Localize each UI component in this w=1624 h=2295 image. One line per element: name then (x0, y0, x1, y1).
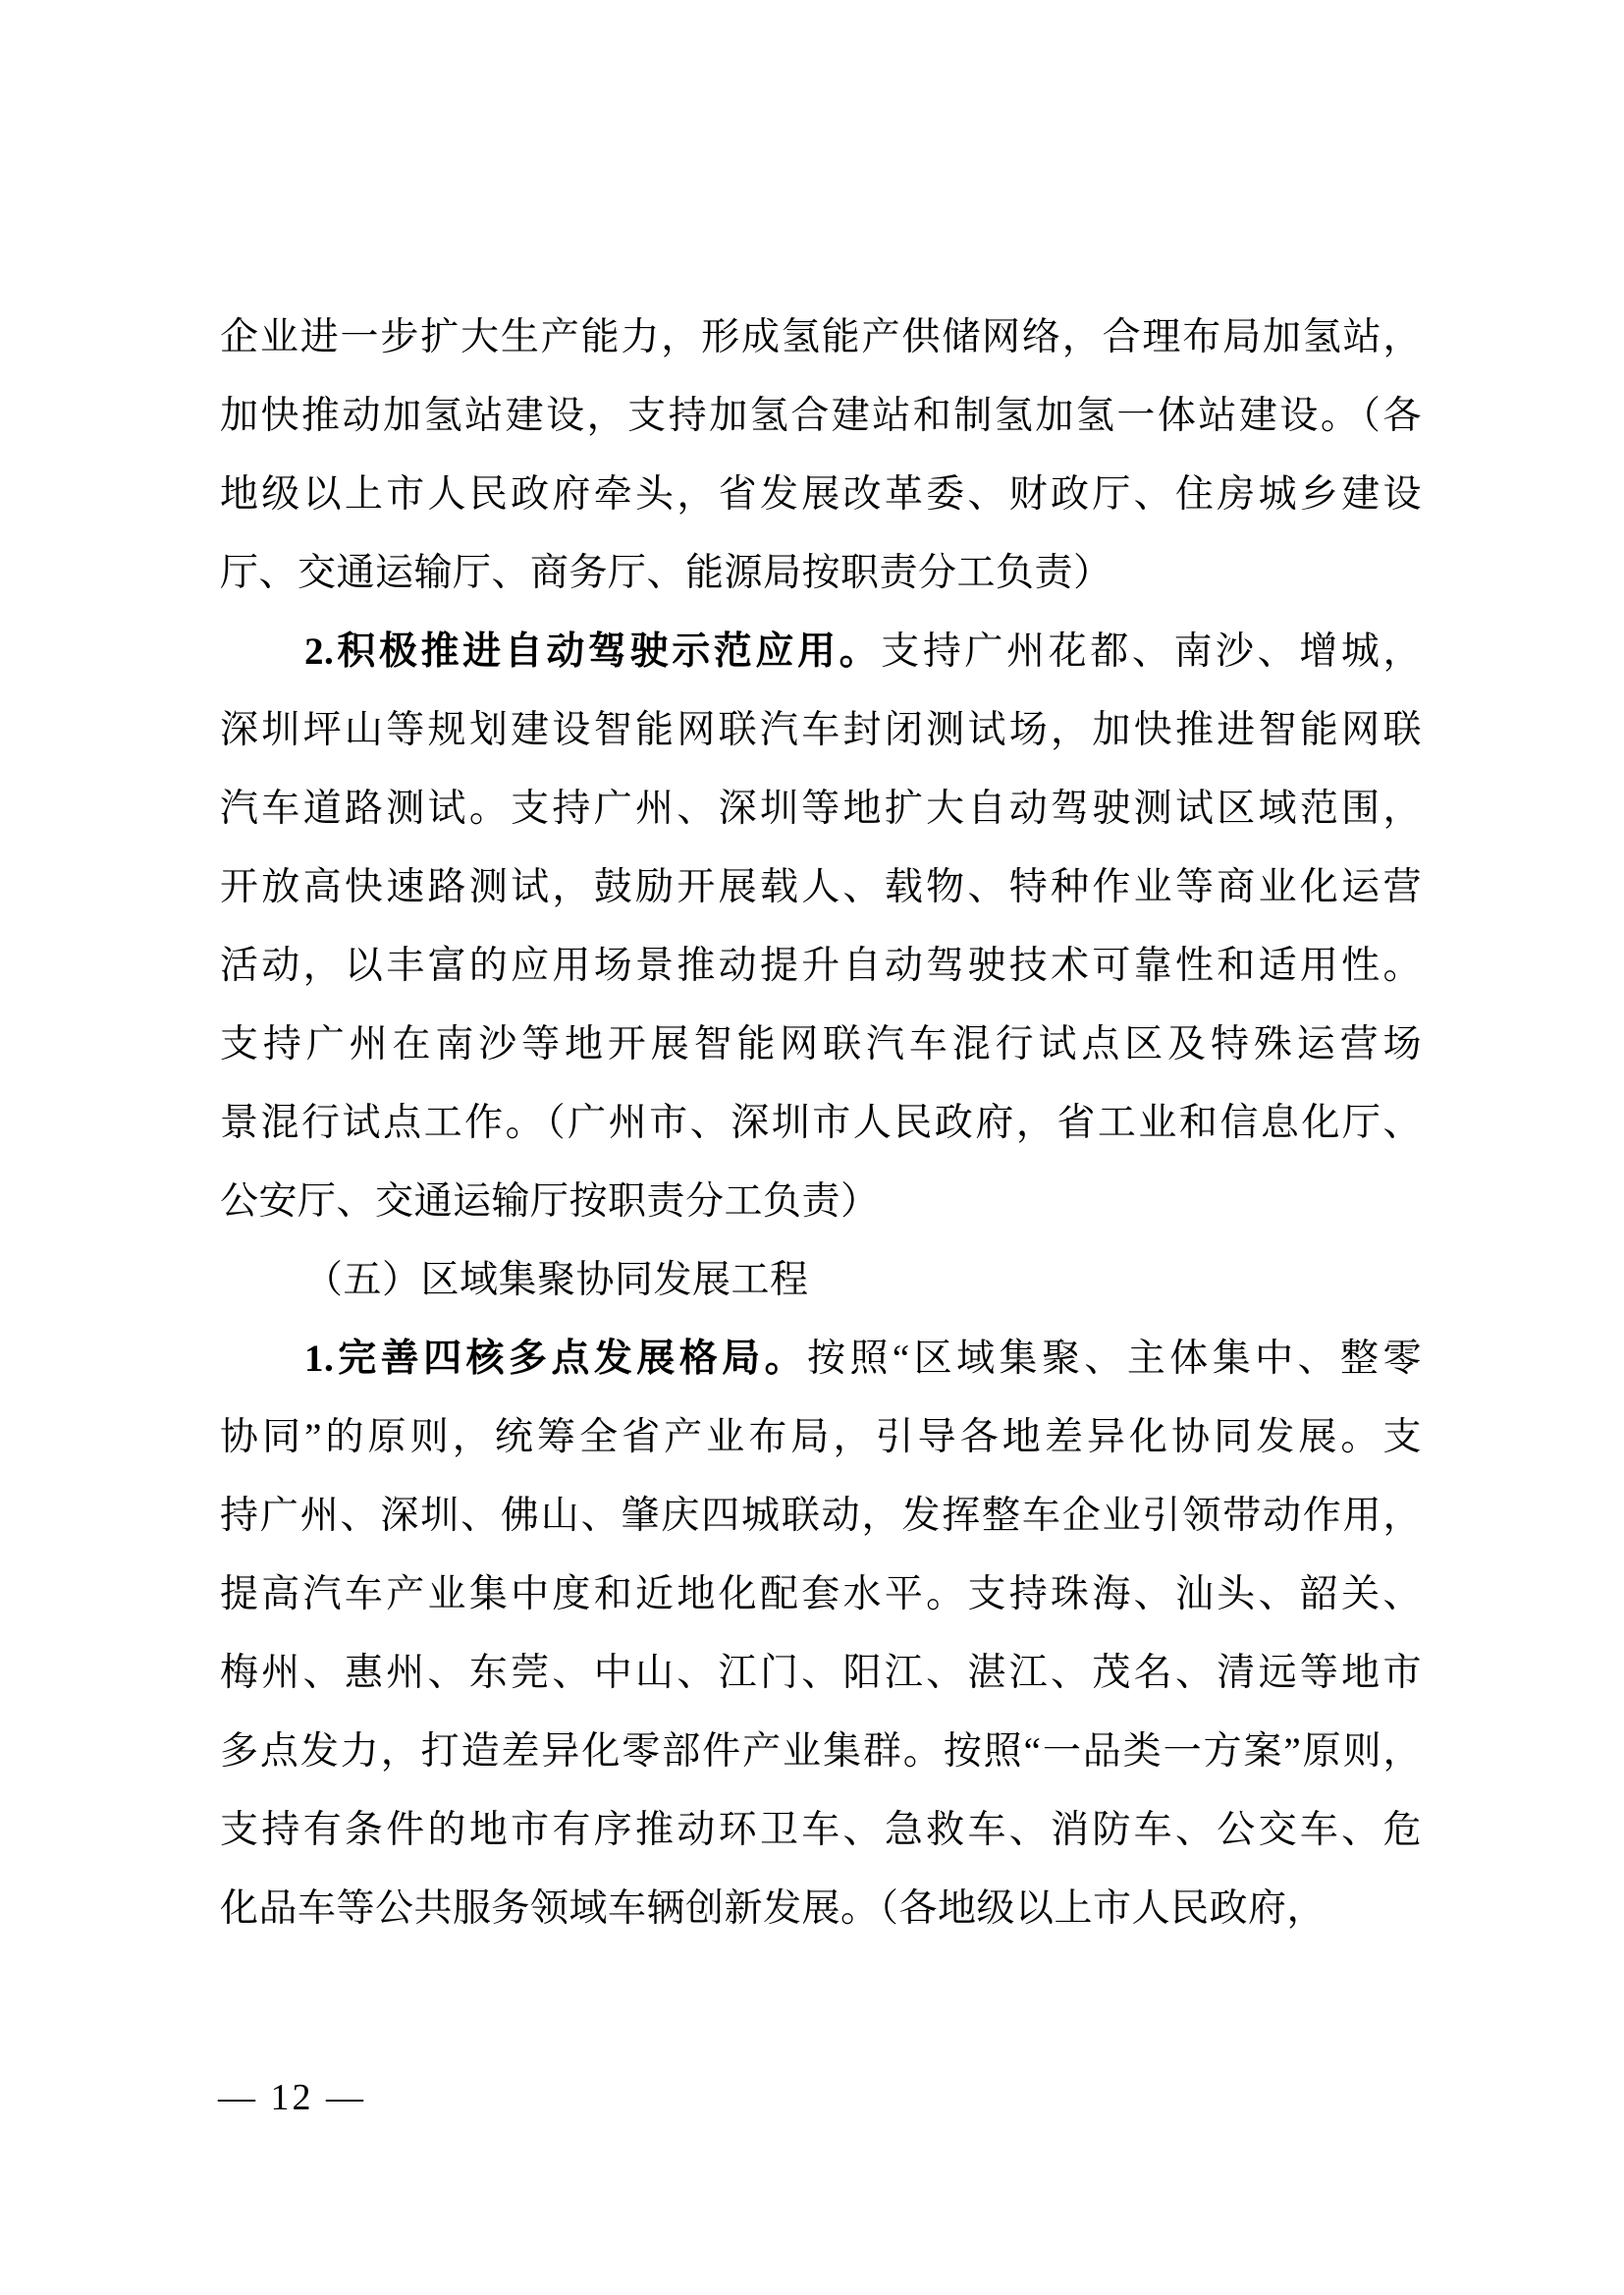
text-segment-kaiti: （各 (1361, 395, 1422, 437)
text-line-13 (220, 1241, 1422, 1320)
text-segment-body: 深圳坪山等规划建设智能网联汽车封闭测试场，加快推进智能网联 (220, 709, 1422, 751)
text-segment-body: 化品车等公共服务领域车辆创新发展。 (220, 1887, 880, 1930)
text-line-2 (220, 377, 1422, 456)
text-line-9 (220, 927, 1422, 1006)
text-line-3 (220, 456, 1422, 534)
text-line-16 (220, 1477, 1422, 1556)
text-line-6 (220, 691, 1422, 770)
text-segment-body: 多点发力，打造差异化零部件产业集群。按照“一品类一方案”原则， (220, 1730, 1422, 1773)
text-segment-kaiti: 地级以上市人民政府牵头，省发展改革委、财政厅、住房城乡建设 (220, 473, 1422, 516)
text-line-8 (220, 848, 1422, 927)
text-line-17 (220, 1556, 1422, 1634)
text-block (220, 299, 1422, 1948)
text-line-11 (220, 1084, 1422, 1163)
text-segment-body: 开放高快速路测试，鼓励开展载人、载物、特种作业等商业化运营 (220, 866, 1422, 908)
text-line-20 (220, 1791, 1422, 1870)
text-segment-bold: 1.完善四核多点发展格局。 (304, 1338, 808, 1380)
text-segment-body: 企业进一步扩大生产能力，形成氢能产供储网络，合理布局加氢站， (220, 316, 1422, 358)
text-line-4 (220, 534, 1422, 613)
text-segment-body: 景混行试点工作。 (220, 1102, 547, 1144)
text-line-1 (220, 299, 1422, 377)
text-segment-kaiti: （各地级以上市人民政府， (879, 1887, 1326, 1930)
text-segment-body: 支持广州在南沙等地开展智能网联汽车混行试点区及特殊运营场 (220, 1023, 1422, 1066)
text-segment-kaiti: 公安厅、交通运输厅按职责分工负责） (220, 1180, 880, 1223)
text-line-12 (220, 1163, 1422, 1241)
text-segment-bold: 2.积极推进自动驾驶示范应用。 (304, 630, 882, 673)
text-line-21 (220, 1870, 1422, 1948)
text-line-15 (220, 1398, 1422, 1477)
text-line-5 (220, 613, 1422, 691)
text-line-18 (220, 1634, 1422, 1713)
text-line-7 (220, 770, 1422, 848)
text-segment-body: 支持广州花都、南沙、增城， (881, 630, 1422, 673)
text-segment-body: 汽车道路测试。支持广州、深圳等地扩大自动驾驶测试区域范围， (220, 788, 1422, 830)
text-segment-body: 支持有条件的地市有序推动环卫车、急救车、消防车、公交车、危 (220, 1809, 1422, 1851)
text-line-14 (220, 1320, 1422, 1398)
text-segment-body: 持广州、深圳、佛山、肇庆四城联动，发挥整车企业引领带动作用， (220, 1495, 1422, 1537)
page-number-footer: — 12 — (218, 2077, 366, 2118)
text-line-10 (220, 1006, 1422, 1084)
text-segment-body: 梅州、惠州、东莞、中山、江门、阳江、湛江、茂名、清远等地市 (220, 1652, 1422, 1694)
text-segment-body: 活动，以丰富的应用场景推动提升自动驾驶技术可靠性和适用性。 (220, 945, 1422, 987)
text-segment-kaiti: 厅、交通运输厅、商务厅、能源局按职责分工负责） (220, 552, 1112, 594)
text-segment-body: 协同”的原则，统筹全省产业布局，引导各地差异化协同发展。支 (220, 1416, 1422, 1458)
text-segment-kaiti: （五）区域集聚协同发展工程 (304, 1259, 809, 1301)
text-segment-body: 按照“区域集聚、主体集中、整零 (807, 1338, 1422, 1380)
text-line-19 (220, 1713, 1422, 1791)
text-segment-body: 提高汽车产业集中度和近地化配套水平。支持珠海、汕头、韶关、 (220, 1573, 1422, 1615)
text-segment-body: 加快推动加氢站建设，支持加氢合建站和制氢加氢一体站建设。 (220, 395, 1362, 437)
text-segment-kaiti: （广州市、深圳市人民政府，省工业和信息化厅、 (546, 1102, 1422, 1144)
